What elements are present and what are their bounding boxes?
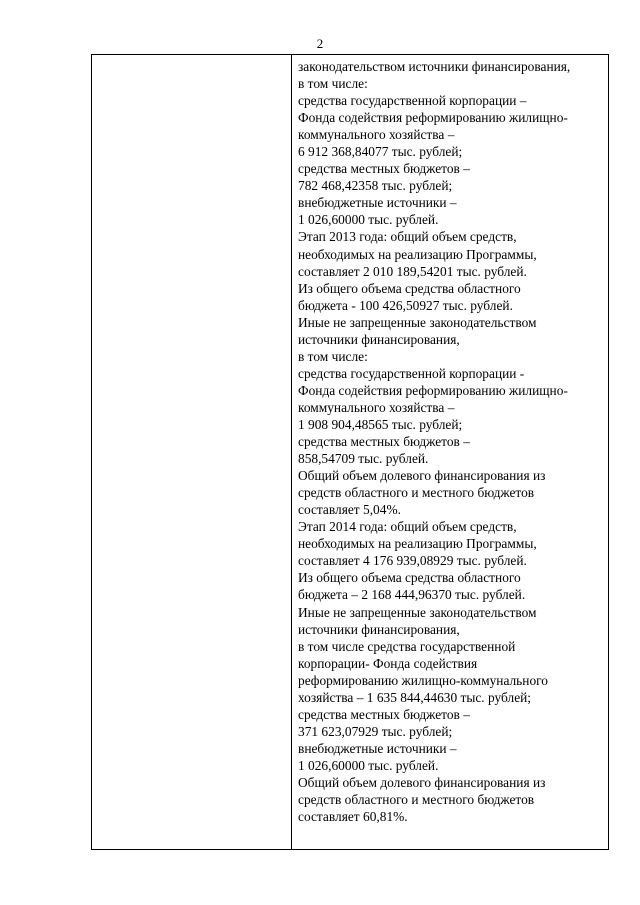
text-line: Иные не запрещенные законодательством — [298, 314, 537, 330]
text-line: Фонда содействия реформированию жилищно- — [298, 110, 568, 126]
text-line: средства местных бюджетов – — [298, 434, 470, 450]
text-line: составляет 5,04%. — [298, 502, 401, 518]
page-number: 2 — [316, 36, 324, 51]
text-line: средств областного и местного бюджетов — [298, 485, 535, 501]
text-line: составляет 60,81%. — [298, 809, 408, 825]
text-line: средства местных бюджетов – — [298, 161, 470, 177]
text-line: необходимых на реализацию Программы, — [298, 536, 537, 552]
text-line: Иные не запрещенные законодательством — [298, 604, 537, 620]
text-line: внебюджетные источники – — [298, 195, 457, 211]
text-line: законодательством источники финансирования, — [298, 59, 571, 74]
text-line: составляет 4 176 939,08929 тыс. рублей. — [298, 553, 527, 569]
text-line: источники финансирования, — [298, 331, 460, 347]
text-line: Из общего объема средства областного — [298, 280, 521, 296]
text-line: Фонда содействия реформированию жилищно- — [298, 382, 568, 398]
text-line: коммунального хозяйства – — [298, 127, 455, 143]
text-line: в том числе: — [298, 76, 368, 92]
table-right-cell — [298, 58, 608, 825]
text-line: 782 468,42358 тыс. рублей; — [298, 178, 453, 194]
text-line: необходимых на реализацию Программы, — [298, 246, 537, 262]
text-line: 1 908 904,48565 тыс. рублей; — [298, 416, 463, 432]
text-line: коммунального хозяйства – — [298, 399, 455, 415]
passport-table — [91, 54, 609, 850]
table-column-divider — [291, 55, 292, 849]
text-line: средства государственной корпорации - — [298, 365, 525, 381]
text-line: 858,54709 тыс. рублей. — [298, 451, 429, 467]
text-line: Общий объем долевого финансирования из — [298, 774, 546, 790]
text-line: бюджета – 2 168 444,96370 тыс. рублей. — [298, 587, 526, 603]
text-line: средства государственной корпорации – — [298, 93, 527, 109]
text-line: бюджета - 100 426,50927 тыс. рублей. — [298, 297, 513, 313]
text-line: корпорации- Фонда содействия — [298, 655, 478, 671]
text-line: реформированию жилищно-коммунального — [298, 672, 549, 688]
text-line: 6 912 368,84077 тыс. рублей; — [298, 144, 463, 160]
text-line: Общий объем долевого финансирования из — [298, 468, 546, 484]
text-line: составляет 2 010 189,54201 тыс. рублей. — [298, 263, 527, 279]
text-line: средств областного и местного бюджетов — [298, 792, 535, 808]
text-line: Этап 2013 года: общий объем средств, — [298, 229, 517, 245]
text-line: источники финансирования, — [298, 621, 460, 637]
table-left-cell — [92, 55, 291, 849]
text-line: хозяйства – 1 635 844,44630 тыс. рублей; — [298, 689, 532, 705]
text-line: 1 026,60000 тыс. рублей. — [298, 757, 439, 773]
text-line: средства местных бюджетов – — [298, 706, 470, 722]
text-line: 1 026,60000 тыс. рублей. — [298, 212, 439, 228]
text-line: в том числе средства государственной — [298, 638, 516, 654]
text-line: в том числе: — [298, 348, 368, 364]
text-line: 371 623,07929 тыс. рублей; — [298, 723, 453, 739]
text-line: Этап 2014 года: общий объем средств, — [298, 519, 517, 535]
text-line: Из общего объема средства областного — [298, 570, 521, 586]
text-line: внебюджетные источники – — [298, 740, 457, 756]
